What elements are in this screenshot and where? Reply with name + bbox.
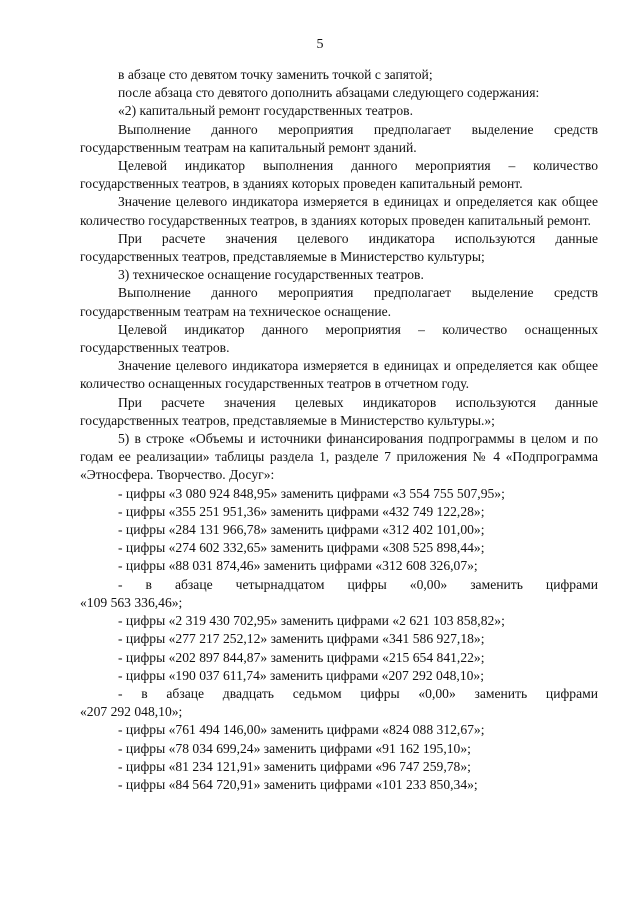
amendment-item [80,576,598,612]
paragraph: 3) техническое оснащение государственных театров. [118,267,424,283]
amendment-line: «207 292 048,10»; [80,704,183,720]
paragraph: «2) капитальный ремонт государственных театров. [118,103,413,119]
paragraph: Выполнение данного мероприятия предполагает выделение средств государственным театрам на капитальный ремонт зданий. [80,121,598,155]
paragraph: При расчете значения целевого индикатора используются данные государственных театров, представляемые в Министерство культуры; [80,230,598,265]
amendment-item: - цифры «274 602 332,65» заменить цифрами «308 525 898,44»; [118,540,485,556]
paragraph: Целевой индикатор данного мероприятия – количество оснащенных государственных театров. [80,321,598,356]
amendment-line: «109 563 336,46»; [80,594,183,610]
amendment-item: - цифры «355 251 951,36» заменить цифрами «432 749 122,28»; [118,503,485,519]
amendment-item: - цифры «277 217 252,12» заменить цифрами «341 586 927,18»; [118,631,485,647]
document-body [80,66,598,794]
amendment-item: - цифры «81 234 121,91» заменить цифрами «96 747 259,78»; [118,758,471,774]
amendment-item: - цифры «78 034 699,24» заменить цифрами «91 162 195,10»; [118,740,471,756]
amendment-item: - цифры «202 897 844,87» заменить цифрами «215 654 841,22»; [118,649,485,665]
paragraph: При расчете значения целевых индикаторов используются данные государственных театров, представляемые в Министерство культуры.»; [80,394,598,428]
amendment-item: - цифры «2 319 430 702,95» заменить цифрами «2 621 103 858,82»; [118,613,505,629]
amendment-line: - в абзаце четырнадцатом цифры «0,00» заменить цифрами [118,576,598,592]
amendment-item: - цифры «190 037 611,74» заменить цифрами «207 292 048,10»; [118,667,484,683]
paragraph: в абзаце сто девятом точку заменить точкой с запятой; [118,67,433,82]
amendment-item: - цифры «284 131 966,78» заменить цифрами «312 402 101,00»; [118,522,485,538]
paragraph: Выполнение данного мероприятия предполагает выделение средств государственным театрам на техническое оснащение. [80,285,598,319]
paragraph: Значение целевого индикатора измеряется в единицах и определяется как общее количество оснащенных государственных театров в отчетном году. [80,358,598,392]
paragraph: Целевой индикатор выполнения данного мероприятия – количество государственных театров, в зданиях которых проведен капитальный ремонт. [80,158,598,192]
paragraph: Значение целевого индикатора измеряется в единицах и определяется как общее количество государственных театров, в зданиях которых проведен капитальный ремонт. [80,194,598,228]
paragraph: после абзаца сто девятого дополнить абзацами следующего содержания: [118,85,540,101]
amendment-item: - цифры «3 080 924 848,95» заменить цифрами «3 554 755 507,95»; [118,485,505,501]
amendment-item: - цифры «84 564 720,91» заменить цифрами «101 233 850,34»; [118,776,478,792]
paragraph: 5) в строке «Объемы и источники финансирования подпрограммы в целом и по годам ее реализации» таблицы раздела 1, разделе 7 приложения № 4 «Подпрограмма «Этносфера. Творчество. Досуг»: [80,431,598,483]
amendment-item [80,685,598,721]
amendment-line: - в абзаце двадцать седьмом цифры «0,00» заменить цифрами [118,685,598,701]
amendment-item: - цифры «88 031 874,46» заменить цифрами «312 608 326,07»; [118,558,478,574]
page-number: 5 [316,37,324,52]
amendment-item: - цифры «761 494 146,00» заменить цифрами «824 088 312,67»; [118,722,485,738]
